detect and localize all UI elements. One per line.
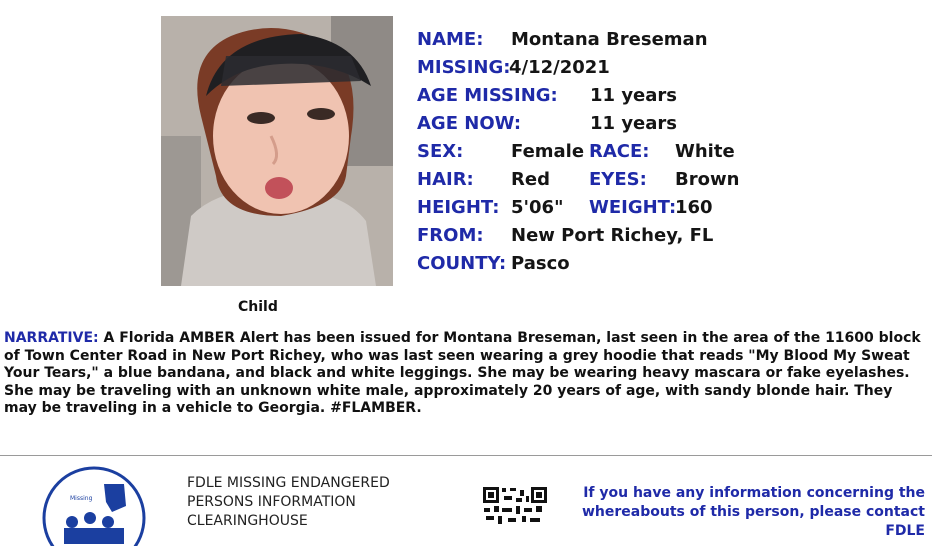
hair-label: HAIR: [417,169,474,190]
missing-value: 4/12/2021 [509,57,610,78]
footer-divider [0,455,932,456]
org-name [187,474,390,531]
clearinghouse-logo [42,466,146,546]
from-value: New Port Richey, FL [511,225,714,246]
age-now-value: 11 years [590,113,677,134]
age-now-label: AGE NOW: [417,113,522,134]
org-line-2: PERSONS INFORMATION [187,494,356,510]
eyes-value: Brown [675,169,740,190]
eyes-label: EYES: [589,169,647,190]
age-missing-field [417,85,558,107]
clearinghouse-logo-icon [42,466,146,546]
age-missing-value: 11 years [590,85,677,106]
age-missing-label: AGE MISSING: [417,85,558,106]
name-value: Montana Breseman [511,29,708,50]
qr-code[interactable] [482,486,548,526]
name-field [417,29,483,51]
hair-value: Red [511,169,550,190]
race-label: RACE: [589,141,650,162]
age-now-field [417,113,521,135]
name-label: NAME: [417,29,484,50]
county-value: Pasco [511,253,570,274]
qr-code-icon [482,486,548,526]
sex-value: Female [511,141,585,162]
missing-field [417,57,510,79]
height-field [417,197,499,219]
sex-label: SEX: [417,141,464,162]
portrait-illustration [161,16,393,286]
svg-text:Missing: Missing [70,495,93,502]
height-value: 5'06" [511,197,564,218]
county-label: COUNTY: [417,253,507,274]
contact-info [560,484,925,541]
weight-value: 160 [675,197,713,218]
missing-person-photo [161,16,393,286]
from-label: FROM: [417,225,484,246]
org-line-3: CLEARINGHOUSE [187,513,308,529]
contact-line-1: If you have any information concerning the [583,485,925,501]
height-label: HEIGHT: [417,197,500,218]
contact-line-2: whereabouts of this person, please contact FDLE [581,504,925,539]
from-field [417,225,484,247]
sex-field [417,141,463,163]
county-field [417,253,506,275]
org-line-1: FDLE MISSING ENDANGERED [187,475,390,491]
hair-field [417,169,474,191]
narrative [4,330,929,418]
weight-label: WEIGHT: [589,197,677,218]
photo-caption: Child [238,299,278,315]
narrative-text: A Florida AMBER Alert has been issued for Montana Breseman, last seen in the area of the 11600 block of Town Center Road in New Port Richey, who was last seen wearing a grey hoodie that reads "My Blood My Sweat Your Tears," a blue bandana, and black and white leggings. She may be wearing heavy mascara or fake eyelashes. She may be traveling with an unknown white male, approximately 20 years of age, with sandy blonde hair. They may be traveling in a vehicle to Georgia. #FLAMBER. [4,330,921,416]
race-value: White [675,141,735,162]
missing-label: MISSING: [417,57,511,78]
narrative-label: NARRATIVE: [4,330,99,346]
